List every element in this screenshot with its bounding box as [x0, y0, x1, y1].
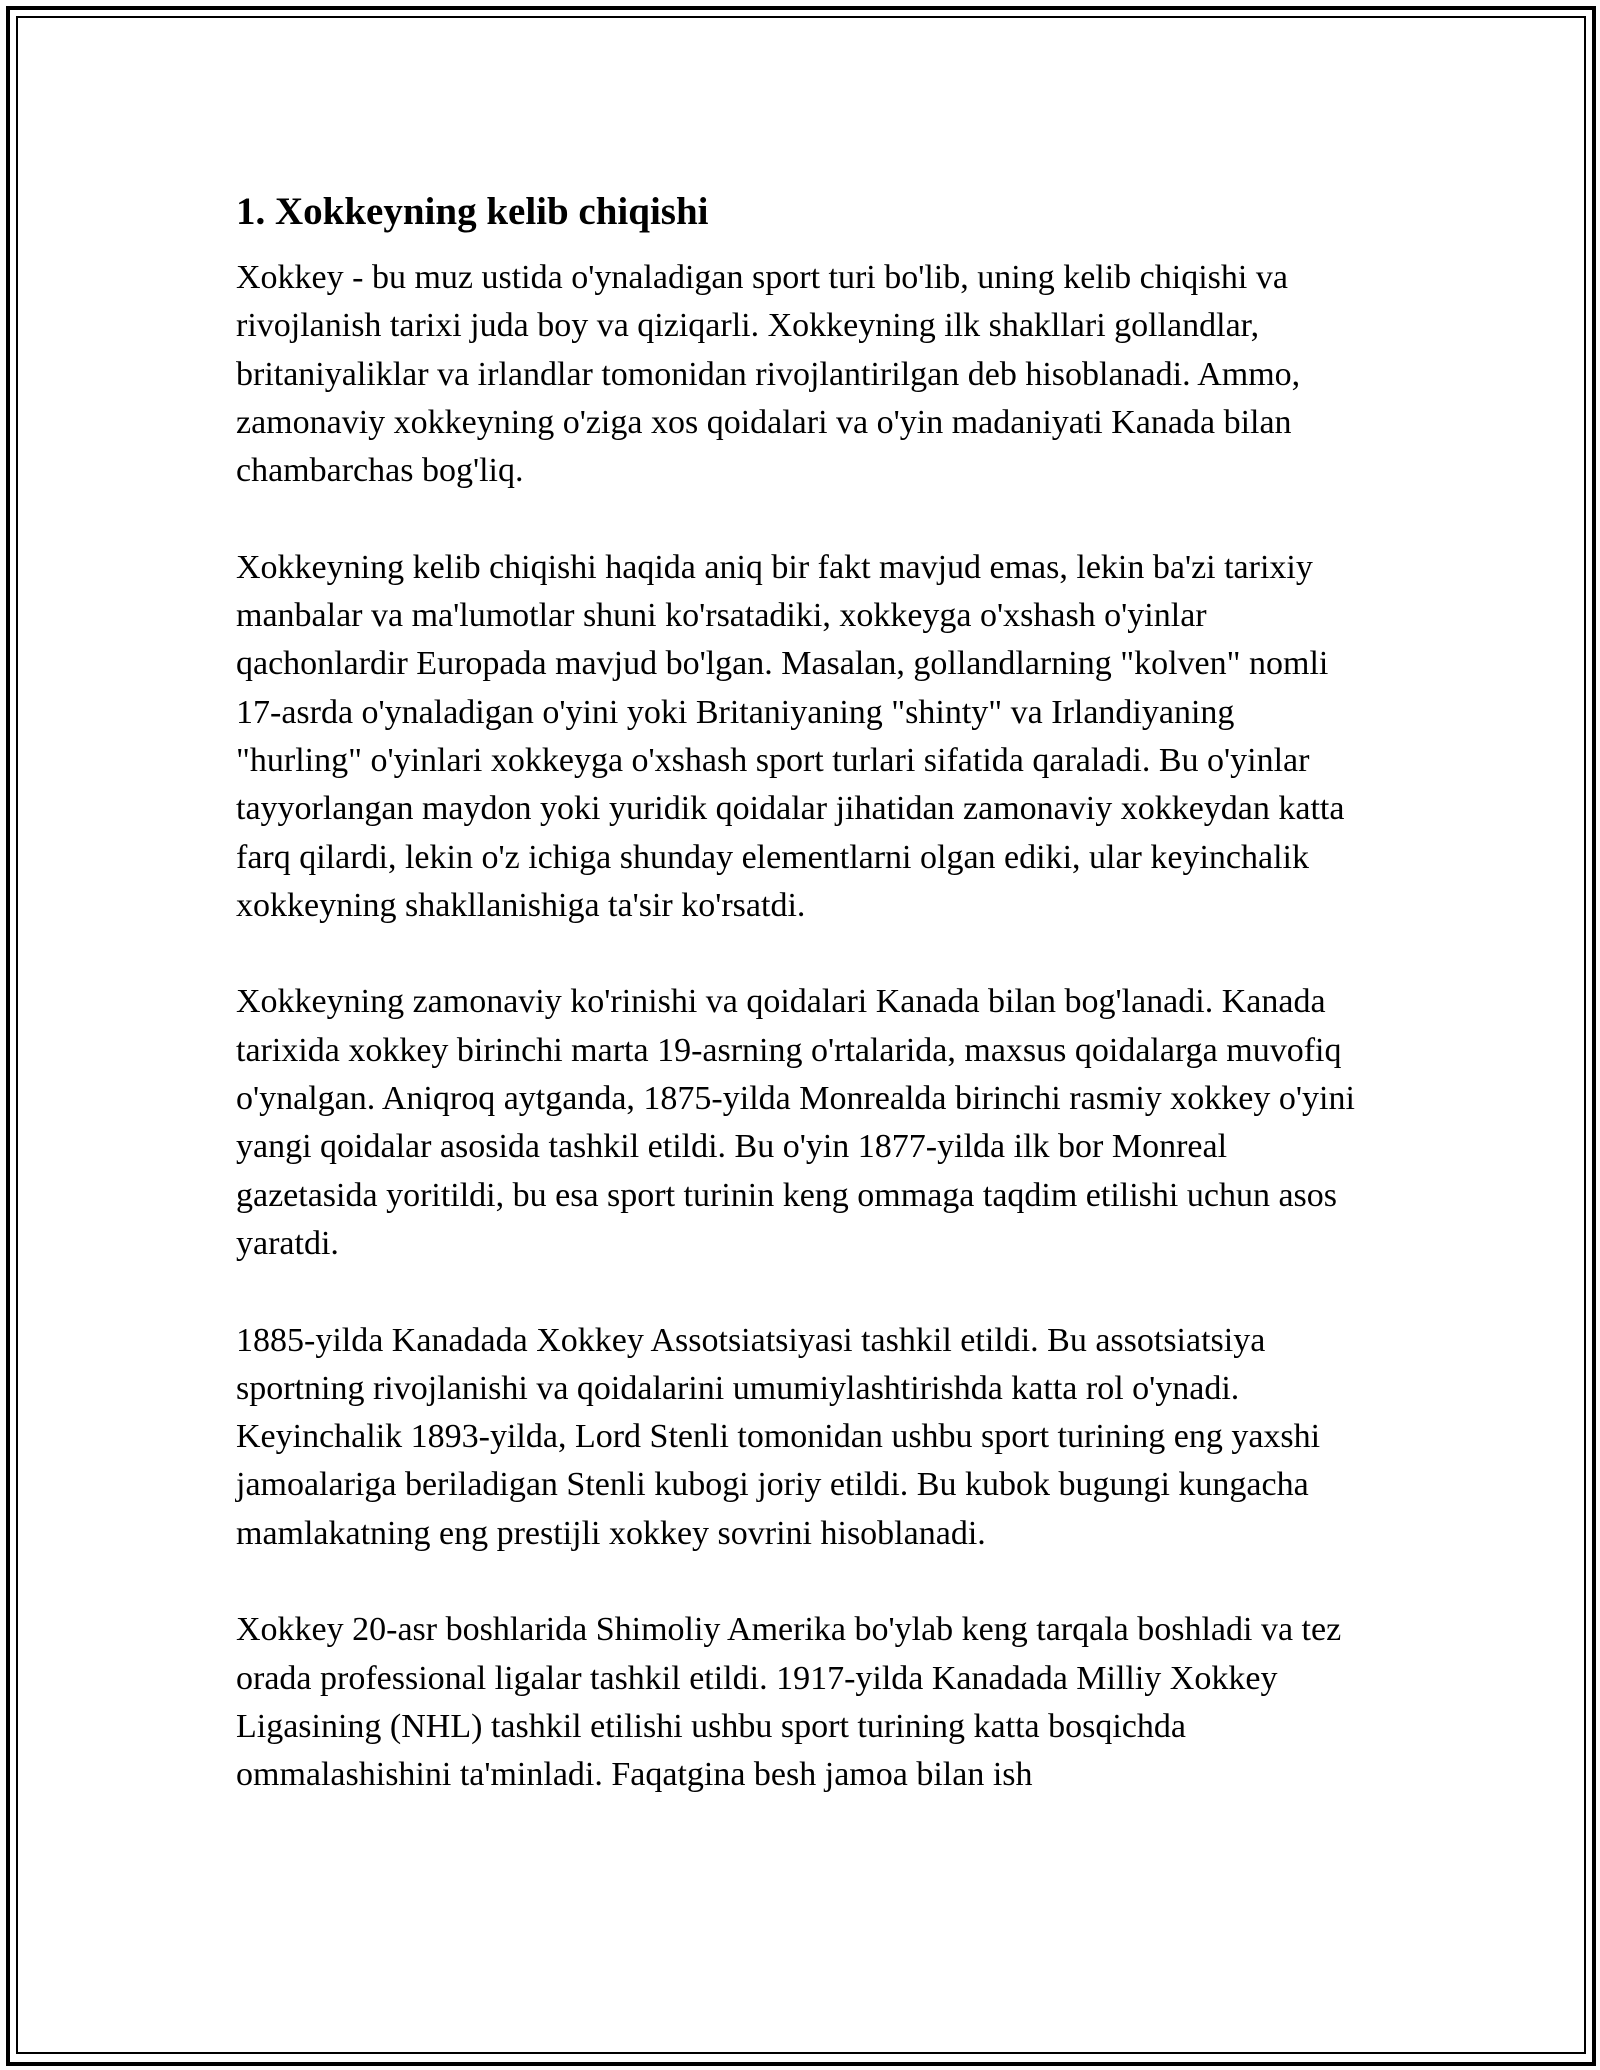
section-heading: 1. Xokkeyning kelib chiqishi: [236, 190, 709, 233]
paragraph-3: Xokkeyning zamonaviy ko'rinishi va qoidalari Kanada bilan bog'lanadi. Kanada tarixida xokkey birinchi marta 19-asrning o'rtalarida, maxsus qoidalarga muvofiq o'ynalgan. Aniqroq aytganda, 1875-yilda Monrealda birinchi rasmiy xokkey o'yini yangi qoidalar asosida tashkil etildi. Bu o'yin 1877-yilda ilk bor Monreal gazetasida yoritildi, bu esa sport turinin keng ommaga taqdim etilishi uchun asos yaratdi.: [236, 983, 1355, 1262]
paragraph-5: Xokkey 20-asr boshlarida Shimoliy Amerika bo'ylab keng tarqala boshladi va tez orada professional ligalar tashkil etildi. 1917-yilda Kanadada Milliy Xokkey Ligasining (NHL) tashkil etilishi ushbu sport turining katta bosqichda ommalashishini ta'minladi. Faqatgina besh jamoa bilan ish: [236, 1611, 1342, 1794]
document-body: [236, 186, 1366, 1848]
paragraph-1: Xokkey - bu muz ustida o'ynaladigan sport turi bo'lib, uning kelib chiqishi va rivojlanish tarixi juda boy va qiziqarli. Xokkeyning ilk shakllari gollandlar, britaniyaliklar va irlandlar tomonidan rivojlantirilgan deb hisoblanadi. Ammo, zamonaviy xokkeyning o'ziga xos qoidalari va o'yin madaniyati Kanada bilan chambarchas bog'liq.: [236, 259, 1301, 490]
paragraph-4: 1885-yilda Kanadada Xokkey Assotsiatsiyasi tashkil etildi. Bu assotsiatsiya sportning rivojlanishi va qoidalarini umumiylashtirishda katta rol o'ynadi. Keyinchalik 1893-yilda, Lord Stenli tomonidan ushbu sport turining eng yaxshi jamoalariga beriladigan Stenli kubogi joriy etildi. Bu kubok bugungi kungacha mamlakatning eng prestijli xokkey sovrini hisoblanadi.: [236, 1321, 1321, 1552]
paragraph-2: Xokkeyning kelib chiqishi haqida aniq bir fakt mavjud emas, lekin ba'zi tarixiy manbalar va ma'lumotlar shuni ko'rsatadiki, xokkeyga o'xshash o'yinlar qachonlardir Europada mavjud bo'lgan. Masalan, gollandlarning "kolven" nomli 17-asrda o'ynaladigan o'yini yoki Britaniyaning "shinty" va Irlandiyaning "hurling" o'yinlari xokkeyga o'xshash sport turlari sifatida qaraladi. Bu o'yinlar tayyorlangan maydon yoki yuridik qoidalar jihatidan zamonaviy xokkeydan katta farq qilardi, lekin o'z ichiga shunday elementlarni olgan ediki, ular keyinchalik xokkeyning shakllanishiga ta'sir ko'rsatdi.: [236, 548, 1345, 924]
